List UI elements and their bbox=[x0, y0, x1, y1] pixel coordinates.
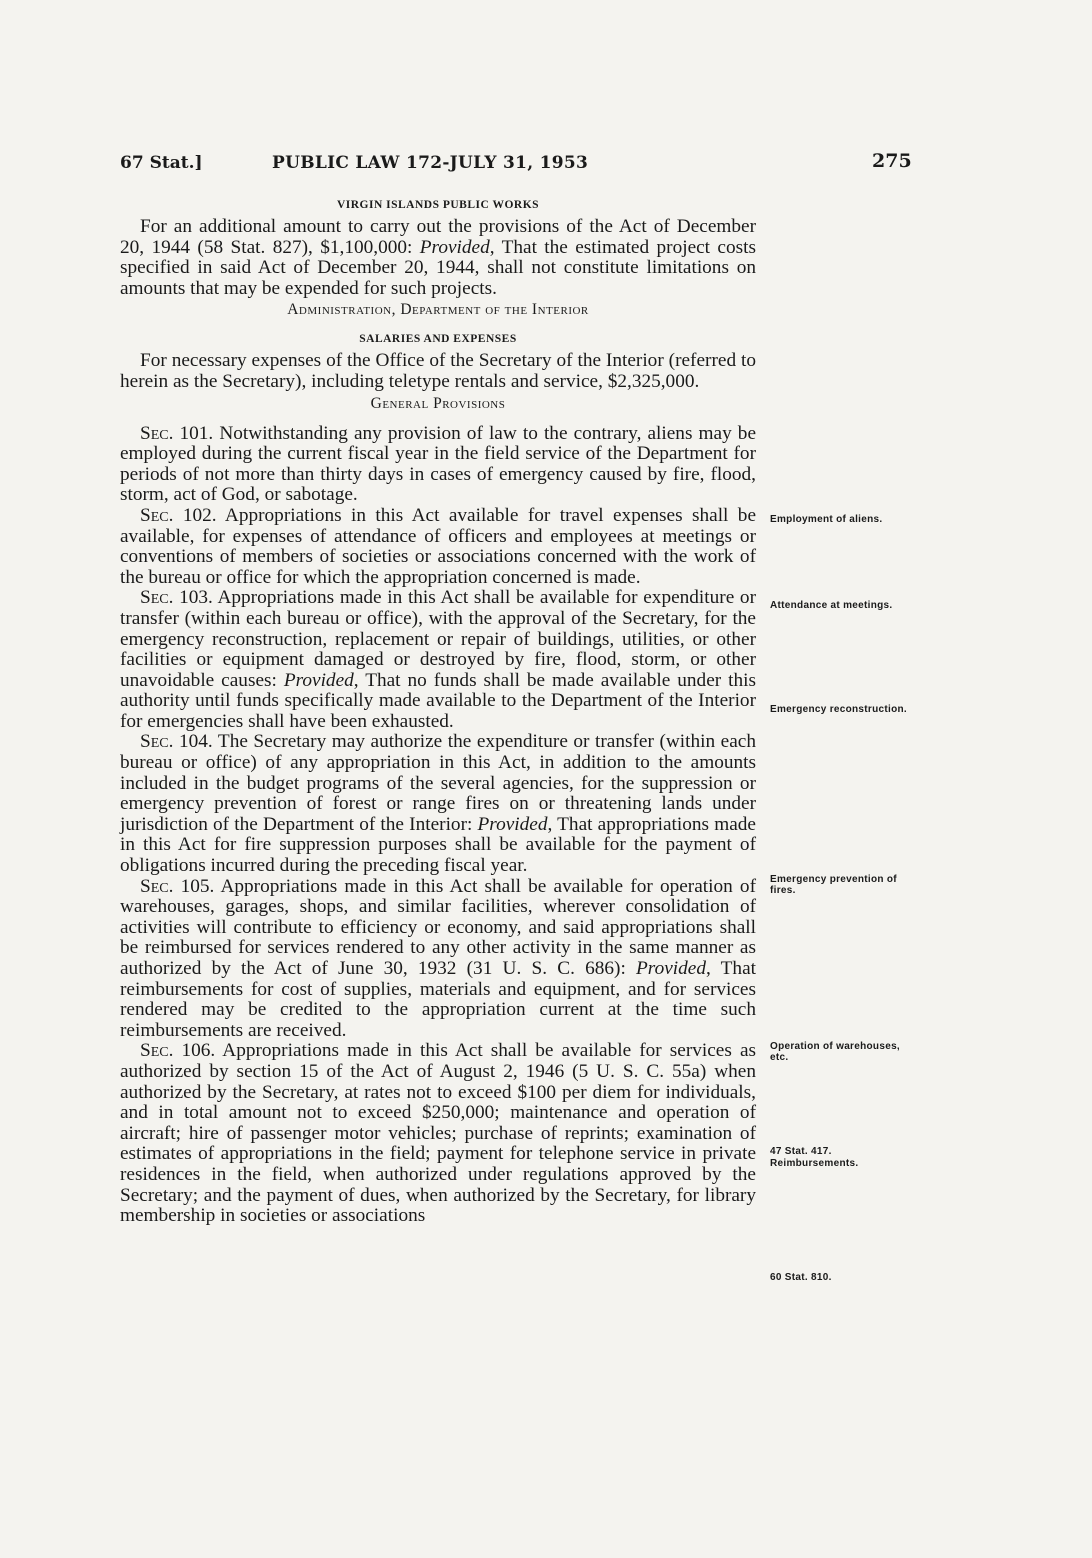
paragraph-sec-104 bbox=[120, 732, 756, 876]
heading-administration: Administration, Department of the Interior bbox=[287, 301, 589, 319]
text-run: Appropriations in this Act available for travel expenses shall be available, for expenses of attendance of officers and employees at meetings or conventions of members of societies or associations concerned with the work of the bureau or office for which the appropriation concerned is made. bbox=[120, 504, 757, 588]
volume-reference: 67 Stat.] bbox=[120, 153, 203, 173]
text-run: , That no funds shall be made available under this authority until funds specifically made available to the Department of the Interior for emergencies shall have been exhausted. bbox=[120, 669, 756, 732]
text-run: The Secretary may authorize the expenditure or transfer (within each bureau or office) of any appropriation in this Act, in addition to the amounts included in the budget programs of the several agencies, for the suppression or emergency prevention of forest or range fires on or threatening lands under jurisdiction of the Department of the Interior: bbox=[120, 731, 756, 835]
heading-general-provisions: General Provisions bbox=[370, 394, 506, 412]
provided-italic: Provided bbox=[636, 958, 706, 979]
main-text-column bbox=[120, 196, 756, 1227]
margin-note-employment: Employment of aliens. bbox=[770, 514, 883, 525]
heading-salaries: SALARIES AND EXPENSES bbox=[359, 333, 517, 346]
provided-italic: Provided bbox=[419, 236, 490, 258]
text-run: Appropriations made in this Act shall be available for services as authorized by section 15 of the Act of August 2, 1946 (5 U. S. C. 55a) when authorized by the Secretary, at rates not to exceed $100 per diem for individuals, and in total amount not to exceed $250,000; maintenance and operation of aircraft; hire of passenger motor vehicles; purchase of reprints; examination of estimates of appropriations in the field; payment for telephone service in private residences in the field, when authorized under regulations approved by the Secretary; and the payment of dues, when authorized by the Secretary, for library membership in societies or associations bbox=[120, 1040, 756, 1227]
running-header-title: PUBLIC LAW 172-JULY 31, 1953 bbox=[272, 153, 589, 173]
heading-virgin-islands: VIRGIN ISLANDS PUBLIC WORKS bbox=[336, 199, 540, 211]
paragraph-sec-106 bbox=[120, 1041, 756, 1226]
margin-note-stat-810: 60 Stat. 810. bbox=[770, 1272, 832, 1283]
margin-note-attendance: Attendance at meetings. bbox=[770, 600, 893, 611]
section-label: Sec. 105. bbox=[140, 875, 215, 897]
paragraph-sec-105 bbox=[120, 877, 756, 1042]
text-run: Appropriations made in this Act shall be available for operation of warehouses, garages, shops, and similar facilities, wherever consolidation of activities will contribute to efficiency or economy, and said appropriations shall be reimbursed for services rendered to any other activity in the same manner as authorized by the Act of June 30, 1932 (31 U. S. C. 686): bbox=[120, 875, 756, 979]
paragraph-salaries: For necessary expenses of the Office of the Secretary of the Interior (referred to herein as the Secretary), including teletype rentals and service, $2,325,000. bbox=[120, 350, 756, 392]
text-run: Notwithstanding any provision of law to the contrary, aliens may be employed during the current fiscal year in the field service of the Department for periods of not more than thirty days in cases of emergency caused by fire, flood, storm, act of God, or sabotage. bbox=[120, 422, 756, 506]
text-run: , That the estimated project costs specified in said Act of December 20, 1944, shall not constitute limitations on amounts that may be expended for such projects. bbox=[120, 236, 756, 299]
text-run: Appropriations made in this Act shall be available for expenditure or transfer (within each bureau or office), with the approval of the Secretary, for the emergency reconstruction, replacement or repair of buildings, utilities, or other facilities or equipment damaged or destroyed by fire, flood, storm, or other unavoidable causes: bbox=[120, 587, 756, 691]
paragraph-sec-102 bbox=[120, 506, 756, 588]
page-number: 275 bbox=[872, 150, 912, 172]
provided-italic: Provided bbox=[283, 669, 354, 691]
section-label: Sec. 104. bbox=[140, 731, 213, 753]
section-label: Sec. 103. bbox=[140, 587, 213, 609]
paragraph-virgin-islands bbox=[120, 217, 756, 299]
provided-italic: Provided bbox=[477, 813, 548, 835]
margin-note-emergency-fires: Emergency prevention of fires. bbox=[770, 874, 897, 896]
paragraph-sec-103 bbox=[120, 588, 756, 732]
margin-note-emergency-reconstruction: Emergency reconstruction. bbox=[770, 704, 907, 715]
text-run: For an additional amount to carry out the provisions of the Act of December 20, 1944 (58 Stat. 827), $1,100,000: bbox=[120, 216, 756, 258]
text-run: , That appropriations made in this Act for fire suppression purposes shall be available for the payment of obligations incurred during the preceding fiscal year. bbox=[120, 813, 756, 877]
margin-note-reimbursements: Reimbursements. bbox=[770, 1158, 859, 1169]
paragraph-sec-101 bbox=[120, 424, 756, 506]
section-label: Sec. 102. bbox=[140, 504, 217, 526]
text-run: , That reimbursements for cost of supplies, materials and equipment, and for services rendered may be credited to the appropriation current at the time such reimbursements are received. bbox=[120, 958, 756, 1041]
margin-note-stat-417: 47 Stat. 417. bbox=[770, 1146, 832, 1157]
margin-note-warehouses: Operation of warehouses, etc. bbox=[770, 1041, 901, 1063]
section-label: Sec. 101. bbox=[140, 422, 214, 444]
section-label: Sec. 106. bbox=[140, 1040, 216, 1062]
